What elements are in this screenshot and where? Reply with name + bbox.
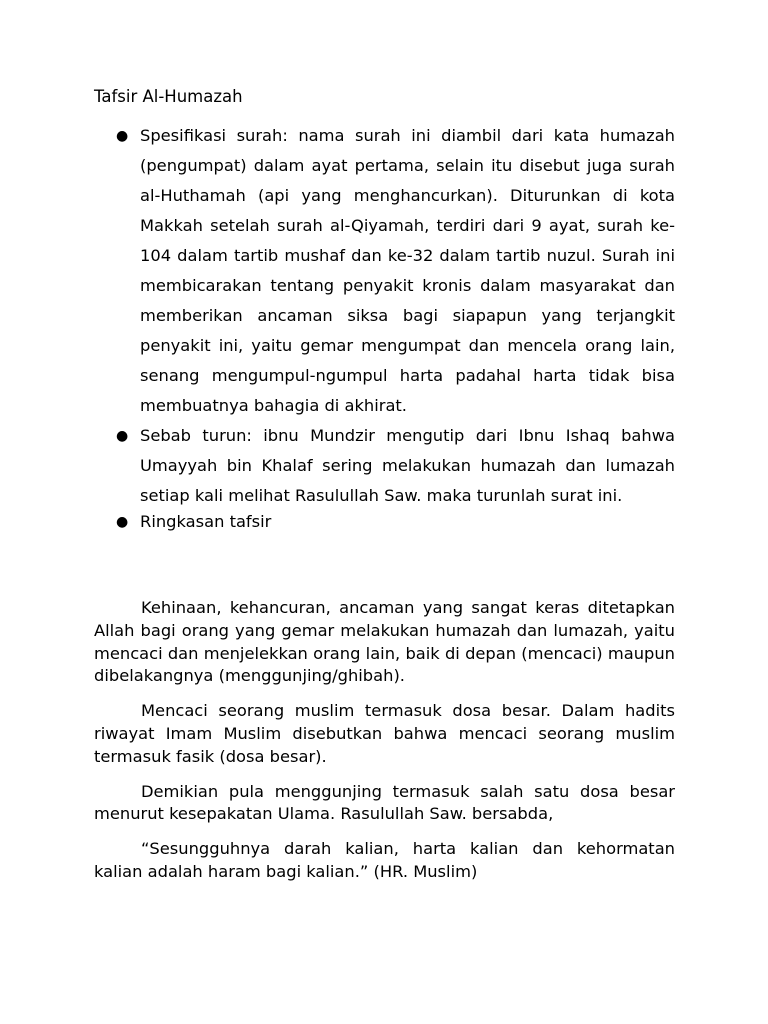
paragraph: Demikian pula menggunjing termasuk salah satu dosa besar menurut kesepakatan Ulama. Rasulullah Saw. bersabda, xyxy=(94,781,675,824)
paragraph: Mencaci seorang muslim termasuk dosa besar. Dalam hadits riwayat Imam Muslim disebutkan bahwa mencaci seorang muslim termasuk fasik (dosa besar). xyxy=(94,701,675,766)
bullet-icon: ● xyxy=(116,514,129,530)
paragraph: “Sesungguhnya darah kalian, harta kalian dan kehormatan kalian adalah haram bagi kalian.” (HR. Muslim) xyxy=(94,839,675,881)
bullet-text: Ringkasan tafsir xyxy=(140,512,272,531)
document-title: Tafsir Al-Humazah xyxy=(94,87,243,106)
paragraph: Kehinaan, kehancuran, ancaman yang sangat keras ditetapkan Allah bagi orang yang gemar melakukan humazah dan lumazah, yaitu mencaci dan menjelekkan orang lain, baik di depan (mencaci) maupun dibelakangnya (menggunjing/ghibah). xyxy=(94,598,675,686)
body-text xyxy=(94,597,675,896)
bullet-text: Sebab turun: ibnu Mundzir mengutip dari Ibnu Ishaq bahwa Umayyah bin Khalaf sering melakukan humazah dan lumazah setiap kali melihat Rasulullah Saw. maka turunlah surat ini. xyxy=(140,426,675,505)
bullet-text: Spesifikasi surah: nama surah ini diambil dari kata humazah (pengumpat) dalam ayat pertama, selain itu disebut juga surah al-Huthamah (api yang menghancurkan). Diturunkan di kota Makkah setelah surah al-Qiyamah, terdiri dari 9 ayat, surah ke-104 dalam tartib mushaf dan ke-32 dalam tartib nuzul. Surah ini membicarakan tentang penyakit kronis dalam masyarakat dan memberikan ancaman siksa bagi siapapun yang terjangkit penyakit ini, yaitu gemar mengumpat dan mencela orang lain, senang mengumpul-ngumpul harta padahal harta tidak bisa membuatnya bahagia di akhirat. xyxy=(140,126,675,415)
bullet-icon: ● xyxy=(116,428,129,444)
list-item xyxy=(116,511,675,533)
list-item xyxy=(116,121,675,421)
bullet-list xyxy=(116,121,675,533)
bullet-icon: ● xyxy=(116,128,129,144)
list-item xyxy=(116,421,675,511)
